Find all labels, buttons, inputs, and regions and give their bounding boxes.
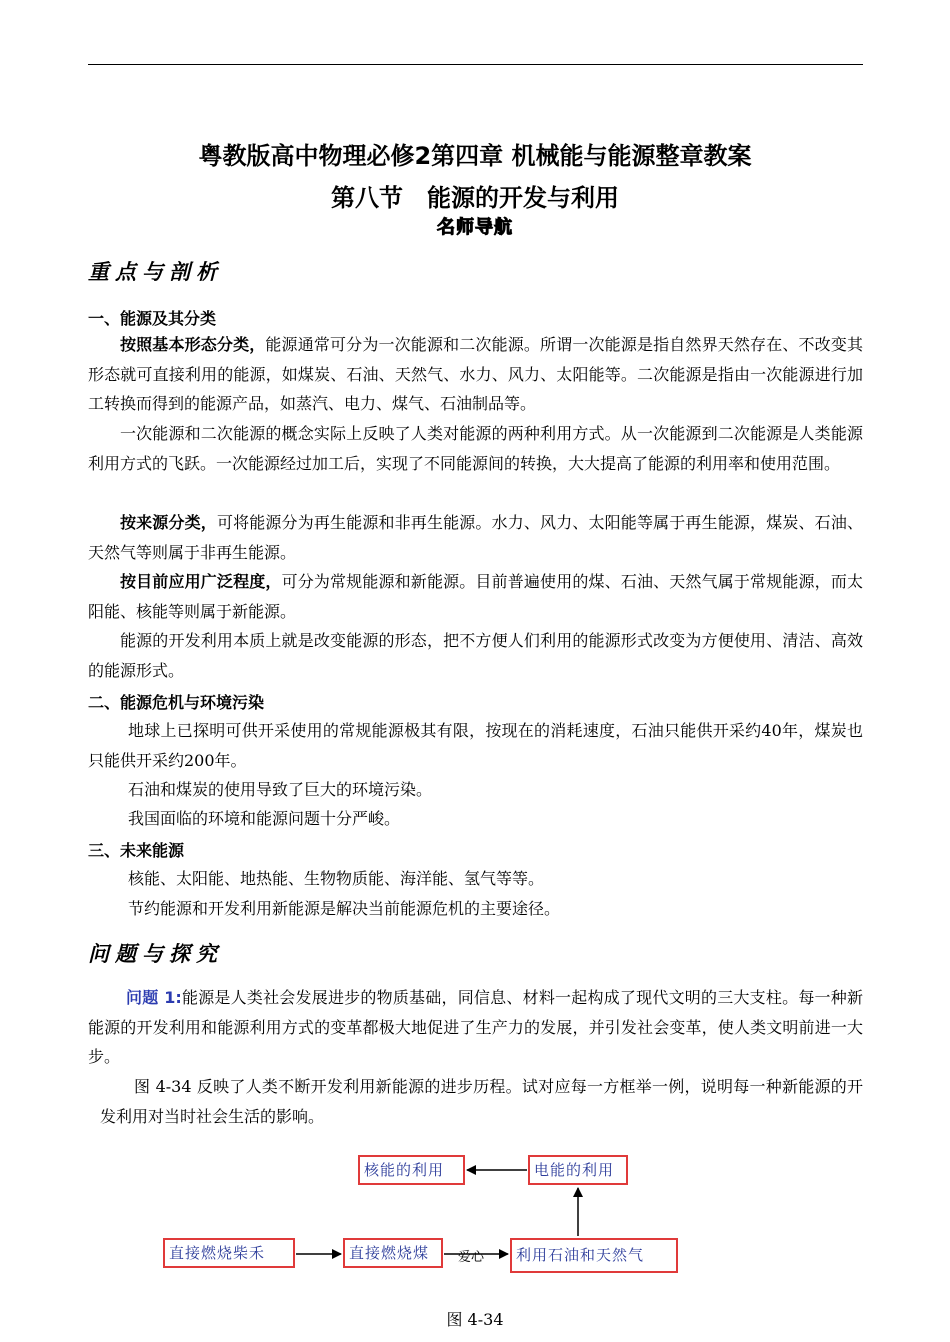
badge-banner [0, 213, 950, 239]
heading-energy-classification: 一、能源及其分类 [88, 309, 217, 328]
box-electric-energy: 电能的利用 [528, 1155, 628, 1185]
box-nuclear-energy: 核能的利用 [358, 1155, 465, 1185]
badge-text: 名师导航 [437, 217, 513, 238]
box-burn-wood: 直接燃烧柴禾 [163, 1238, 295, 1268]
paragraph-reserves: 地球上已探明可供开采使用的常规能源极其有限，按现在的消耗速度，石油只能供开采约40年，煤炭也只能供开采约200年。 [88, 721, 863, 770]
section-heading-inquiry: 问题与探究 [88, 941, 223, 966]
paragraph-solution: 节约能源和开发利用新能源是解决当前能源危机的主要途径。 [128, 899, 561, 918]
paragraph-text: 可分为常规能源和新能源。目前普遍使用的煤、石油、天然气属于常规能源，而太阳能、核能等则属于新能源。 [88, 572, 863, 621]
paragraph-pollution: 石油和煤炭的使用导致了巨大的环境污染。 [128, 780, 433, 799]
paragraph-conversion: 一次能源和二次能源的概念实际上反映了人类对能源的两种利用方式。从一次能源到二次能源是人类能源利用方式的飞跃。一次能源经过加工后，实现了不同能源间的转换，大大提高了能源的利用率和使用范围。 [88, 424, 863, 473]
paragraph-figure-prompt: 图 4-34 反映了人类不断开发利用新能源的进步历程。试对应每一方框举一例，说明每一种新能源的开发利用对当时社会生活的影响。 [100, 1077, 863, 1126]
paragraph-text: 能源通常可分为一次能源和二次能源。所谓一次能源是指自然界天然存在、不改变其形态就可直接利用的能源，如煤炭、石油、天然气、水力、风力、太阳能等。二次能源是指由一次能源进行加工转换而得到的能源产品，如蒸汽、电力、煤气、石油制品等。 [88, 335, 863, 413]
top-rule [88, 64, 863, 65]
paragraph-essence: 能源的开发利用本质上就是改变能源的形态，把不方便人们利用的能源形式改变为方便使用、清洁、高效的能源形式。 [88, 631, 863, 680]
box-burn-coal: 直接燃烧煤 [343, 1238, 443, 1268]
paragraph-primary-secondary [88, 330, 863, 419]
paragraph-renewable [88, 508, 863, 567]
paragraph-future-list: 核能、太阳能、地热能、生物物质能、海洋能、氢气等等。 [128, 869, 545, 888]
bold-lead: 按来源分类， [120, 513, 217, 532]
heading-energy-crisis: 二、能源危机与环境污染 [88, 693, 265, 712]
bold-lead: 按目前应用广泛程度， [120, 572, 282, 591]
question-label: 问题 1: [126, 988, 182, 1007]
paragraph-text: 能源是人类社会发展进步的物质基础，同信息、材料一起构成了现代文明的三大支柱。每一种新能源的开发利用和能源利用方式的变革都极大地促进了生产力的发展，并引发社会变革，使人类文明前进一大步。 [88, 988, 863, 1066]
document-title: 粤教版高中物理必修2第四章 机械能与能源整章教案 [198, 142, 752, 170]
section-heading-analysis: 重点与剖析 [88, 259, 223, 284]
paragraph-conventional [88, 567, 863, 626]
watermark-text: 爱心 [458, 1250, 485, 1265]
paragraph-china: 我国面临的环境和能源问题十分严峻。 [128, 809, 401, 828]
section-subtitle: 第八节 能源的开发与利用 [331, 184, 619, 212]
bold-lead: 按照基本形态分类， [120, 335, 266, 354]
heading-future-energy: 三、未来能源 [88, 841, 185, 860]
paragraph-question-1 [88, 983, 863, 1072]
paragraph-text: 可将能源分为再生能源和非再生能源。水力、风力、太阳能等属于再生能源，煤炭、石油、天然气等则属于非再生能源。 [88, 513, 863, 562]
box-oil-gas: 利用石油和天然气 [510, 1238, 678, 1273]
figure-caption: 图 4-34 [446, 1310, 504, 1329]
